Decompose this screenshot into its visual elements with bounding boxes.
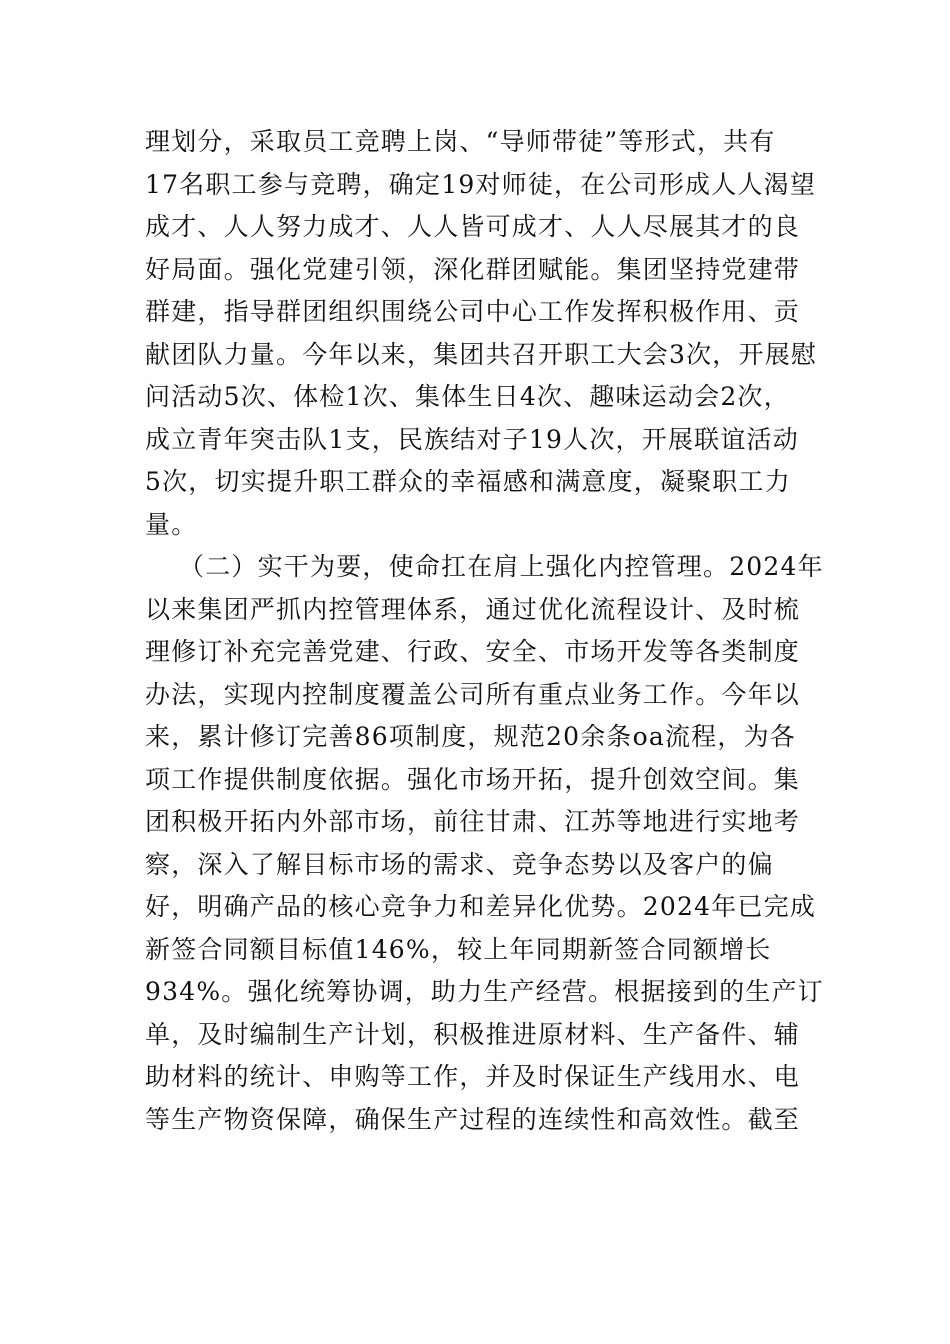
text-line: 好局面。强化党建引领，深化群团赋能。集团坚持党建带 (145, 254, 801, 284)
text-line: 群建，指导群团组织围绕公司中心工作发挥积极作用、贡 (145, 297, 801, 326)
text-line: 项工作提供制度依据。强化市场开拓，提升创效空间。集 (145, 764, 801, 794)
text-line: 好，明确产品的核心竞争力和差异化优势。2024年已完成 (145, 892, 817, 921)
text-line: 934%。强化统筹协调，助力生产经营。根据接到的生产订 (145, 977, 824, 1006)
text-line: 单，及时编制生产计划，积极推进原材料、生产备件、辅 (145, 1019, 801, 1049)
text-line: 成立青年突击队1支，民族结对子19人次，开展联谊活动 (145, 424, 799, 454)
text-line: 助材料的统计、申购等工作，并及时保证生产线用水、电 (145, 1062, 801, 1091)
text-line: 办法，实现内控制度覆盖公司所有重点业务工作。今年以 (145, 679, 801, 709)
text-line: 新签合同额目标值146%，较上年同期新签合同额增长 (145, 934, 772, 964)
text-line: 团积极开拓内外部市场，前往甘肃、江苏等地进行实地考 (145, 807, 801, 836)
text-line: 等生产物资保障，确保生产过程的连续性和高效性。截至 (145, 1104, 801, 1134)
text-line: 17名职工参与竞聘，确定19对师徒，在公司形成人人渴望 (145, 169, 817, 199)
text-line: 问活动5次、体检1次、集体生日4次、趣味运动会2次， (145, 382, 790, 411)
body-text (145, 121, 824, 1141)
text-line: 5次，切实提升职工群众的幸福感和满意度，凝聚职工力 (145, 467, 791, 496)
section-heading-line: （二）实干为要，使命扛在肩上强化内控管理。2024年 (179, 552, 824, 581)
text-line: 理划分，采取员工竞聘上岗、“导师带徒”等形式，共有 (145, 127, 776, 156)
text-line: 来，累计修订完善86项制度，规范20余条oa流程，为各 (145, 722, 796, 751)
text-line: 以来集团严抓内控管理体系，通过优化流程设计、及时梳 (145, 594, 801, 624)
text-line: 成才、人人努力成才、人人皆可成才、人人尽展其才的良 (145, 212, 801, 241)
text-line: 察，深入了解目标市场的需求、竞争态势以及客户的偏 (145, 849, 774, 879)
text-line: 量。 (145, 509, 198, 539)
text-line: 献团队力量。今年以来，集团共召开职工大会3次，开展慰 (145, 339, 818, 369)
text-line: 理修订补充完善党建、行政、安全、市场开发等各类制度 (145, 637, 801, 666)
